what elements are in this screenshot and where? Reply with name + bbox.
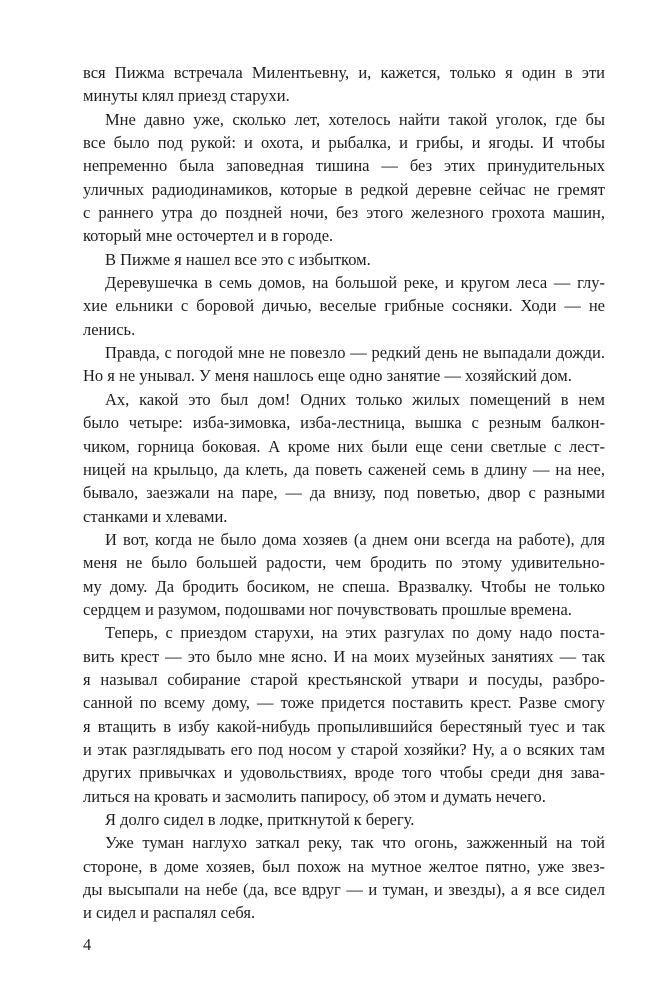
text-line: было четыре: изба-зимовка, изба-лестница, вышка с резным балкон-: [83, 413, 605, 433]
text-line: Но я не унывал. У меня нашлось еще одно занятие — хозяйский дом.: [83, 366, 572, 386]
text-line: санной по всему дому, — тоже придется поставить крест. Разве смогу: [83, 693, 605, 713]
text-line: И вот, когда не было дома хозяев (а днем они всегда на работе), для: [105, 529, 605, 549]
text-line: минуты клял приезд старухи.: [83, 86, 290, 106]
text-line: меня не было большей радости, чем бродить по этому удивительно-: [83, 553, 605, 573]
text-line: В Пижме я нашел все это с избытком.: [105, 249, 371, 269]
body-text: [83, 61, 605, 925]
text-line: Мне давно уже, сколько лет, хотелось найти такой уголок, где бы: [105, 109, 605, 129]
text-line: я называл собирание старой крестьянской утвари и посуды, разбро-: [83, 669, 605, 689]
text-line: Теперь, с приездом старухи, на этих разгулах по дому надо поста-: [105, 623, 605, 643]
text-line: других привычках и удовольствиях, вроде того чтобы среди дня зава-: [83, 763, 605, 783]
text-line: Деревушечка в семь домов, на большой реке, и кругом леса — глу-: [105, 273, 605, 293]
text-line: хие ельники с боровой дичью, веселые грибные сосняки. Ходи — не: [83, 296, 605, 316]
text-line: сердцем и разумом, подошвами ног почувствовать прошлые времена.: [83, 599, 572, 619]
page-number: 4: [83, 935, 92, 954]
text-line: непременно была заповедная тишина — без этих принудительных: [83, 156, 605, 176]
text-line: уличных радиодинамиков, которые в редкой деревне сейчас не гремят: [83, 179, 605, 199]
text-line: который мне осточертел и в городе.: [83, 226, 334, 246]
text-line: Ах, какой это был дом! Одних только жилых помещений в нем: [105, 389, 605, 409]
text-line: бывало, заезжали на паре, — да внизу, под поветью, двор с разными: [83, 483, 605, 503]
text-line: вить крест — это было мне ясно. И на моих музейных занятиях — так: [83, 646, 605, 666]
text-line: чиком, горница боковая. А кроме них были еще сени светлые с лест-: [83, 436, 605, 456]
text-line: вся Пижма встречала Милентьевну, и, кажется, только я один в эти: [83, 63, 605, 82]
text-line: стороне, в доме хозяев, был похож на мутное желтое пятно, уже звез-: [83, 856, 605, 876]
text-line: с раннего утра до поздней ночи, без этого железного грохота машин,: [83, 203, 605, 223]
text-line: литься на кровать и засмолить папиросу, об этом и думать нечего.: [83, 786, 546, 806]
text-line: все было под рукой: и охота, и рыбалка, и грибы, и ягоды. И чтобы: [83, 133, 605, 153]
text-line: Правда, с погодой мне не повезло — редкий день не выпадали дожди.: [105, 343, 605, 363]
text-line: ницей на крыльцо, да клеть, да поветь саженей семь в длину — на нее,: [83, 459, 605, 479]
text-line: я втащить в избу какой-нибудь пропылившийся берестяный туес и так: [83, 716, 605, 736]
text-line: и сидел и распалял себя.: [83, 903, 256, 923]
text-line: станками и хлевами.: [83, 506, 228, 526]
text-line: Я долго сидел в лодке, приткнутой к берегу.: [105, 810, 415, 829]
text-line: ды высыпали на небе (да, все вдруг — и туман, и звезды), а я все сидел: [83, 880, 605, 900]
text-line: му дому. Да бродить босиком, не спеша. Вразвалку. Чтобы не только: [83, 576, 605, 596]
text-line: ленись.: [83, 319, 136, 339]
text-line: и этак разглядывать его под носом у старой хозяйки? Ну, а о всяких там: [83, 739, 605, 759]
text-line: Уже туман наглухо заткал реку, так что огонь, зажженный на той: [105, 833, 605, 853]
